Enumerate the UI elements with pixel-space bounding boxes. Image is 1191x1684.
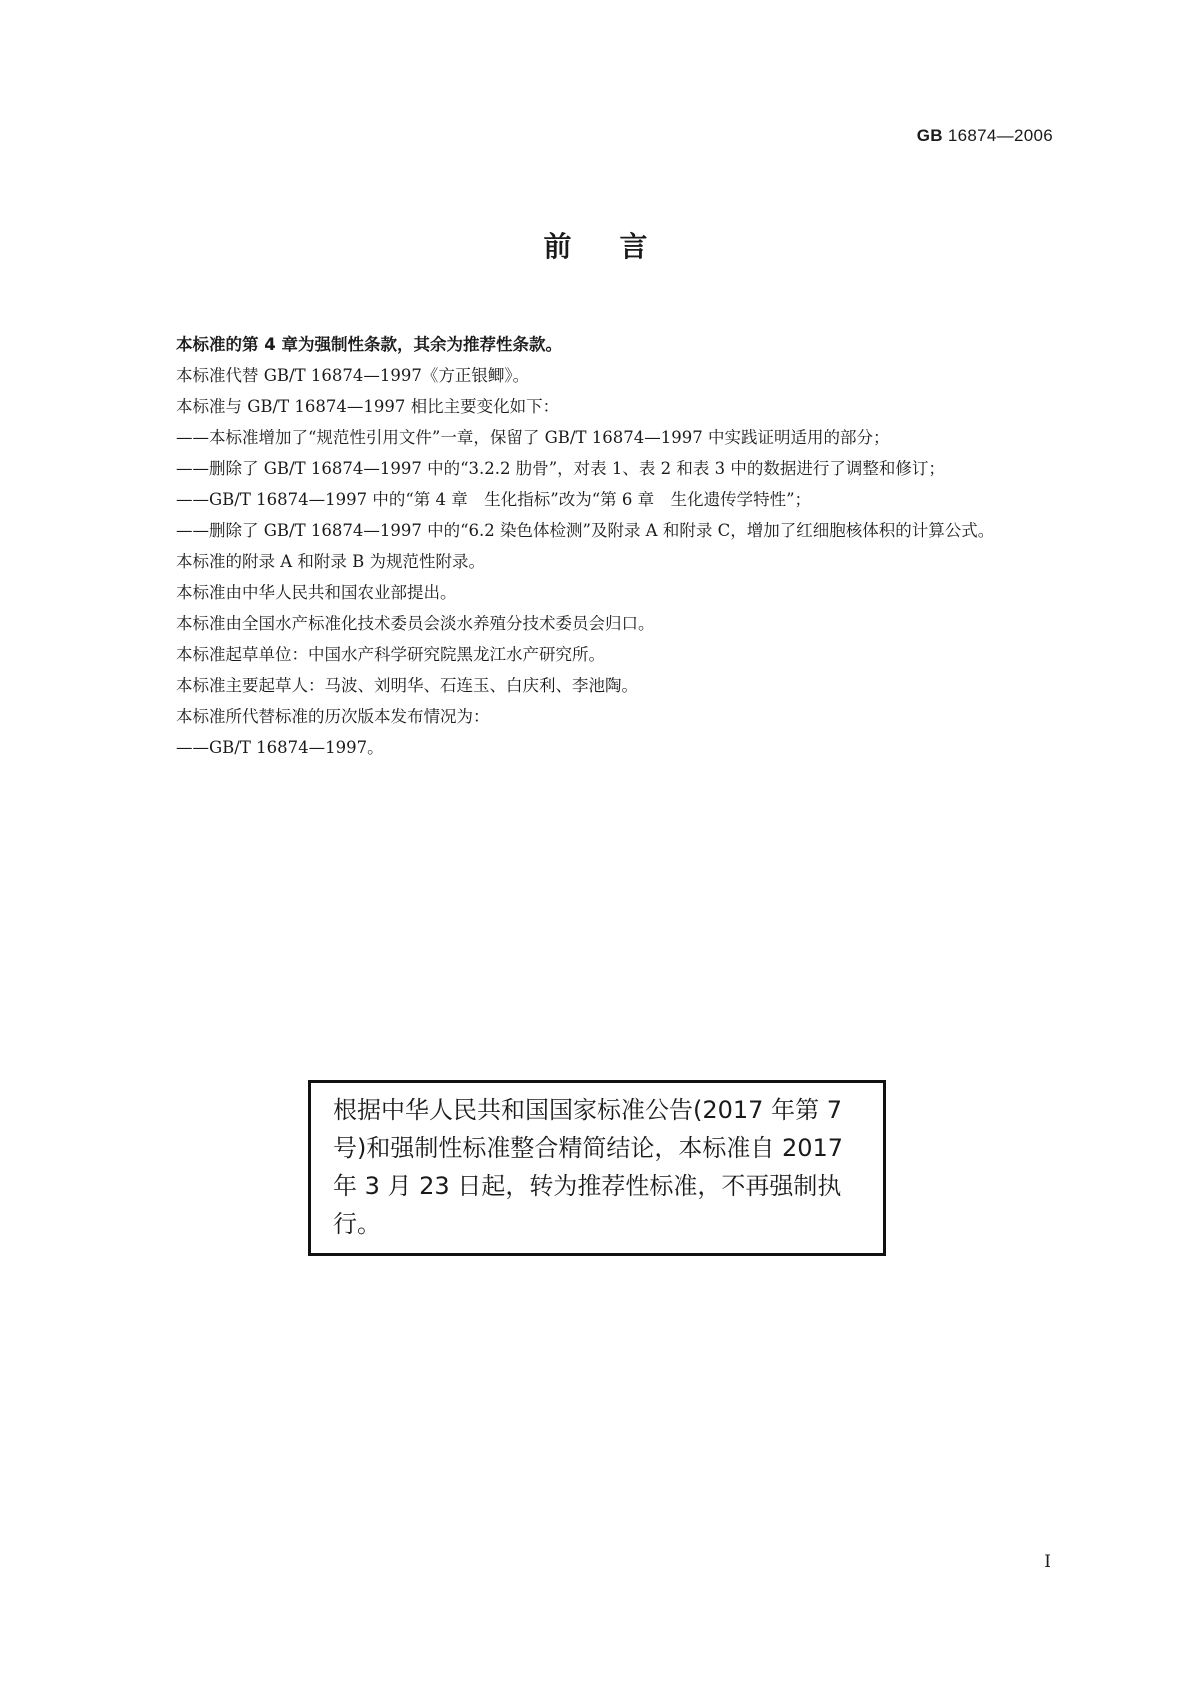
paragraph-drafters: 本标准主要起草人：马波、刘明华、石连玉、白庆利、李池陶。 bbox=[176, 676, 638, 695]
paragraph-proposer: 本标准由中华人民共和国农业部提出。 bbox=[176, 583, 457, 602]
list-item-change-2: ——删除了 GB/T 16874—1997 中的“3.2.2 肋骨”，对表 1、表 2 和表 3 中的数据进行了调整和修订； bbox=[176, 459, 945, 478]
list-item-change-4: ——删除了 GB/T 16874—1997 中的“6.2 染色体检测”及附录 A 和附录 C，增加了红细胞核体积的计算公式。 bbox=[176, 521, 995, 540]
page-number: I bbox=[1044, 1552, 1051, 1572]
document-code-prefix: GB bbox=[916, 126, 943, 145]
paragraph-committee: 本标准由全国水产标准化技术委员会淡水养殖分技术委员会归口。 bbox=[176, 614, 655, 633]
preface-body bbox=[176, 329, 1060, 763]
paragraph-appendix: 本标准的附录 A 和附录 B 为规范性附录。 bbox=[176, 552, 486, 571]
notice-box: 根据中华人民共和国国家标准公告(2017 年第 7 号)和强制性标准整合精简结论，本标准自 2017 年 3 月 23 日起，转为推荐性标准，不再强制执行。 bbox=[308, 1080, 886, 1256]
paragraph-changes-intro: 本标准与 GB/T 16874—1997 相比主要变化如下： bbox=[176, 397, 560, 416]
paragraph-replaces: 本标准代替 GB/T 16874—1997《方正银鲫》。 bbox=[176, 366, 530, 385]
document-code bbox=[917, 126, 1053, 146]
paragraph-mandatory-clause: 本标准的第 4 章为强制性条款，其余为推荐性条款。 bbox=[176, 335, 562, 354]
page-title: 前言 bbox=[543, 230, 696, 263]
list-item-history-1: ——GB/T 16874—1997。 bbox=[176, 738, 384, 757]
list-item-change-3: ——GB/T 16874—1997 中的“第 4 章 生化指标”改为“第 6 章 生化遗传学特性”； bbox=[176, 490, 812, 509]
list-item-change-1: ——本标准增加了“规范性引用文件”一章，保留了 GB/T 16874—1997 中实践证明适用的部分； bbox=[176, 428, 890, 447]
document-code-number: 16874—2006 bbox=[947, 126, 1053, 145]
paragraph-history-intro: 本标准所代替标准的历次版本发布情况为： bbox=[176, 707, 490, 726]
paragraph-drafting-unit: 本标准起草单位：中国水产科学研究院黑龙江水产研究所。 bbox=[176, 645, 605, 664]
